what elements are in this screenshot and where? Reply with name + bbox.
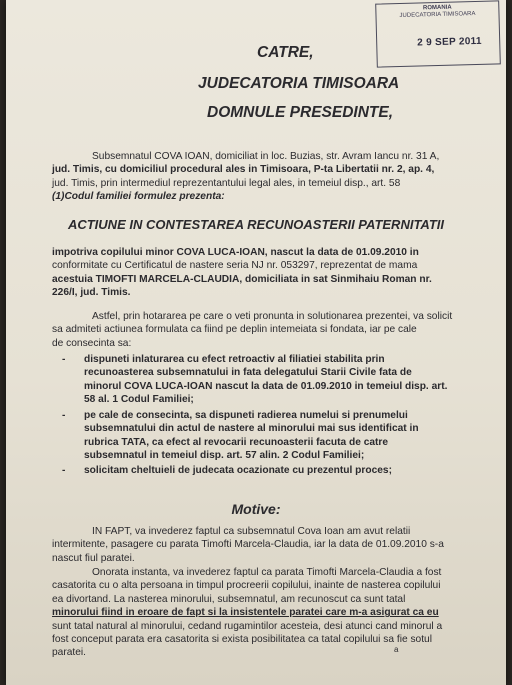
intro-line: jud. Timis, prin intermediul reprezentantului legal ales, in temeiul disp., art. 58 <box>52 177 401 189</box>
facts-line: ea divortand. La nasterea minorului, subsemnatul, am recunoscut ca sunt tatal <box>52 593 406 605</box>
request-line: de consecinta sa: <box>52 337 132 349</box>
facts-line: intermitente, pasagere cu parata Timofti Marcela-Claudia, iar la data de 01.09.2010 s-a <box>52 539 444 551</box>
request-item-line: pe cale de consecinta, sa dispuneti radierea numelui si prenumelui <box>84 410 408 421</box>
addressee-catre: CATRE, <box>257 44 314 61</box>
against-line: acestuia TIMOFTI MARCELA-CLAUDIA, domiciliata in sat Sinmihaiu Roman nr. <box>52 273 432 285</box>
intro-paragraph <box>52 150 482 204</box>
request-paragraph <box>52 310 482 350</box>
document-page <box>6 0 506 685</box>
request-line: sa admiteti actiunea formulata ca fiind pe deplin intemeiata si fondata, iar pe cale <box>52 324 417 336</box>
request-item-line: subsemnatul in temeiul disp. art. 57 alin. 2 Codul Familiei; <box>84 450 365 462</box>
intro-line: (1)Codul familiei formulez prezenta: <box>52 191 225 203</box>
request-item-line: rubrica TATA, ca efect al revocarii recunoasterii facuta de catre <box>84 436 389 448</box>
addressee-greeting: DOMNULE PRESEDINTE, <box>207 104 394 121</box>
facts-line: nascut fiul paratei. <box>52 552 135 564</box>
facts-line: sunt tatal natural al minorului, cedand rugamintilor acesteia, desi atunci cand minorul a <box>52 620 443 632</box>
against-line: 226/I, jud. Timis. <box>52 287 131 299</box>
request-item-line: 58 al. 1 Codul Familiei; <box>84 394 194 406</box>
request-item-line: minorul COVA LUCA-IOAN nascut la data de 01.09.2010 in temeiul disp. art. <box>84 380 448 392</box>
addressee-court: JUDECATORIA TIMISOARA <box>198 75 400 92</box>
facts-paragraph <box>52 525 482 565</box>
request-item-line: dispuneti inlaturarea cu efect retroactiv al filiatiei stabilita prin <box>84 354 385 365</box>
request-item: - solicitam cheltuieli de judecata ocazionate cu prezentul proces; <box>62 465 392 476</box>
request-item: - dispuneti inlaturarea cu efect retroactiv al filiatiei stabilita prin recunoasterea subsemnatului in fata delegatului Starii Civile fata de minorul COVA LUCA-IOAN nascut la data de 01.09.2010 in temeiul disp. art. 58 al. 1 Codul Familiei; <box>62 354 448 406</box>
against-line: conformitate cu Certificatul de nastere seria NJ nr. 053297, reprezentat de mama <box>52 260 418 272</box>
intro-line: Subsemnatul COVA IOAN, domiciliat in loc. Buzias, str. Avram Iancu nr. 31 A, <box>92 151 440 162</box>
page-mark: a <box>394 645 399 654</box>
facts-line: fost conceput parata era casatorita si exista posibilitatea ca tatal copilului sa fie sotul <box>52 634 432 646</box>
intro-line: jud. Timis, cu domiciliul procedural ales in Timisoara, P-ta Libertatii nr. 2, ap. 4, <box>52 164 435 176</box>
stamp-country: ROMANIA <box>422 4 452 12</box>
facts-paragraph <box>52 566 482 660</box>
request-item: - pe cale de consecinta, sa dispuneti radierea numelui si prenumelui subsemnatului din actul de nastere al minorului mai sus identificat in rubrica TATA, ca efect al revocarii recunoasterii facuta de catre subsemnatul in temeiul disp. art. 57 alin. 2 Codul Familiei; <box>62 410 419 462</box>
facts-line: Onorata instanta, va invederez faptul ca parata Timofti Marcela-Claudia a fost <box>92 567 442 578</box>
facts-line: casatorita cu o alta persoana in timpul procreerii copilului, inainte de nasterea copilului <box>52 580 441 592</box>
request-line: Astfel, prin hotararea pe care o veti pronunta in solutionarea prezentei, va solicit <box>92 311 453 322</box>
facts-line: minorului fiind in eroare de fapt si la insistentele paratei care m-a asigurat ca eu <box>52 607 439 619</box>
stamp-date: 2 9 SEP 2011 <box>417 35 482 49</box>
facts-line: IN FAPT, va invederez faptul ca subsemnatul Cova Ioan am avut relatii <box>92 526 411 537</box>
facts-line: paratei. <box>52 647 86 659</box>
motive-heading: Motive: <box>231 501 281 517</box>
against-line: impotriva copilului minor COVA LUCA-IOAN, nascut la data de 01.09.2010 in <box>52 247 419 258</box>
court-registry-stamp <box>375 0 501 67</box>
stamp-court: JUDECATORIA TIMISOARA <box>399 11 476 20</box>
action-title: ACTIUNE IN CONTESTAREA RECUNOASTERII PATERNITATII <box>67 217 445 232</box>
request-item-line: subsemnatului din actul de nastere al minorului mai sus identificat in <box>84 423 419 435</box>
request-item-line: solicitam cheltuieli de judecata ocazionate cu prezentul proces; <box>84 465 392 476</box>
against-paragraph <box>52 246 482 300</box>
request-item-line: recunoasterea subsemnatului in fata delegatului Starii Civile fata de <box>84 367 412 379</box>
